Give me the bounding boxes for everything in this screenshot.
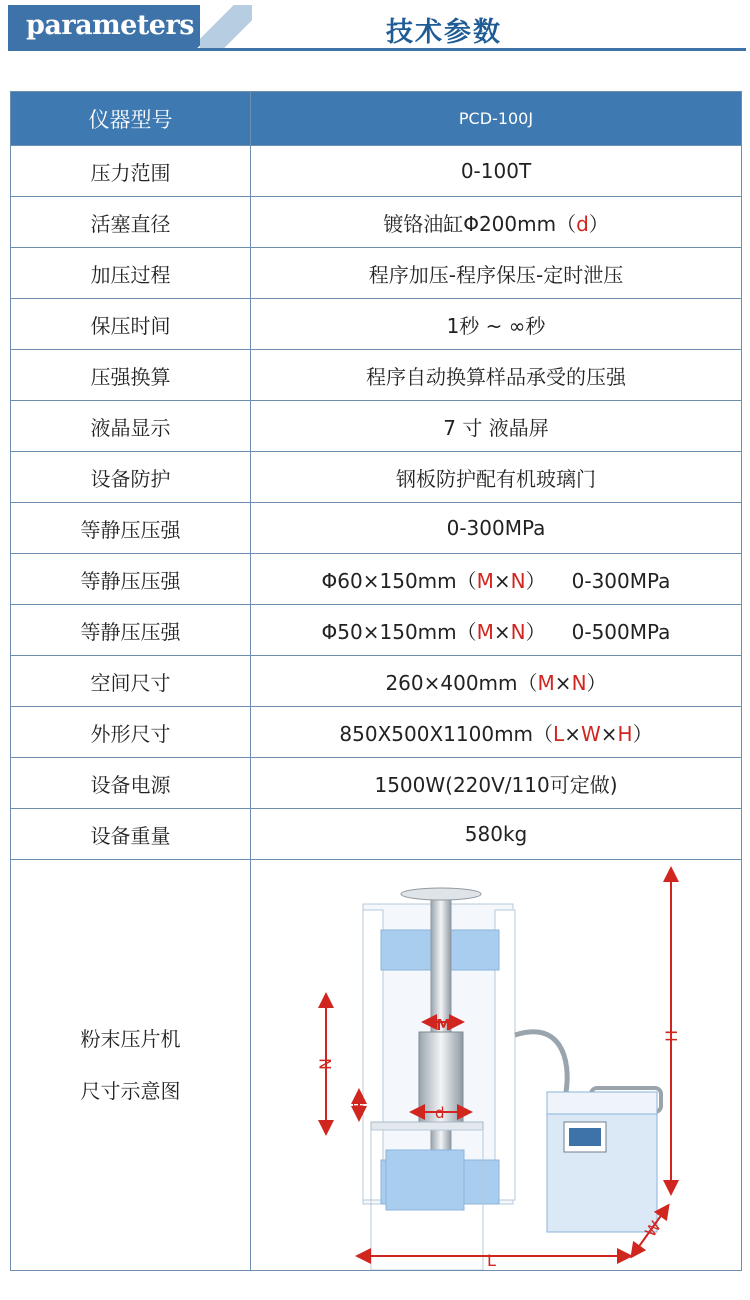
row-value: 580kg	[251, 809, 742, 860]
image-key-line: 尺寸示意图	[80, 1079, 181, 1103]
table-row	[11, 146, 742, 197]
value-red-letter: N	[510, 619, 526, 644]
table-head-row	[11, 92, 742, 146]
press-machine	[363, 888, 567, 1270]
table-row	[11, 350, 742, 401]
value-red-letter: M	[537, 670, 555, 695]
table-row	[11, 707, 742, 758]
row-key: 活塞直径	[11, 197, 251, 248]
table-row	[11, 605, 742, 656]
value-red-letter: d	[576, 211, 589, 236]
value-text: ）	[632, 721, 653, 746]
row-key: 设备重量	[11, 809, 251, 860]
header-underline	[8, 48, 746, 51]
value-text: 850X500X1100mm（	[339, 721, 554, 746]
row-value: 钢板防护配有机玻璃门	[251, 452, 742, 503]
value-red-letter: M	[476, 619, 494, 644]
value-text: ）	[525, 619, 546, 644]
row-value	[251, 197, 742, 248]
value-text: ×	[493, 568, 511, 593]
value-red-letter: L	[553, 721, 565, 746]
row-value: 程序自动换算样品承受的压强	[251, 350, 742, 401]
row-value: 1500W(220V/110可定做)	[251, 758, 742, 809]
row-value: 1秒 ~ ∞秒	[251, 299, 742, 350]
value-red-letter: H	[617, 721, 633, 746]
row-value	[251, 605, 742, 656]
row-key: 等静压压强	[11, 503, 251, 554]
header-stripe	[200, 5, 252, 49]
table-row	[11, 656, 742, 707]
value-text: ×	[493, 619, 511, 644]
row-key: 保压时间	[11, 299, 251, 350]
table-row	[11, 554, 742, 605]
label-d: d	[435, 1104, 445, 1122]
value-text: 0-300MPa	[571, 568, 671, 593]
table-row	[11, 299, 742, 350]
row-value	[251, 707, 742, 758]
row-value: 程序加压-程序保压-定时泄压	[251, 248, 742, 299]
value-text: 0-500MPa	[571, 619, 671, 644]
label-n: N	[316, 1058, 335, 1070]
row-key: 等静压压强	[11, 554, 251, 605]
value-text: ×	[564, 721, 581, 746]
row-key: 设备电源	[11, 758, 251, 809]
table-row	[11, 248, 742, 299]
label-m: M	[436, 1016, 451, 1034]
value-text: Φ60×150mm（	[321, 568, 477, 593]
value-text: ）	[588, 211, 609, 236]
row-value: 0-100T	[251, 146, 742, 197]
value-text: Φ50×150mm（	[321, 619, 477, 644]
table-row	[11, 197, 742, 248]
controller-box	[547, 1088, 661, 1232]
value-red-letter: M	[476, 568, 494, 593]
value-red-letter: N	[510, 568, 526, 593]
row-key: 外形尺寸	[11, 707, 251, 758]
value-red-letter: W	[580, 721, 601, 746]
label-w: W	[641, 1217, 665, 1241]
section-header	[0, 0, 750, 60]
value-text: 260×400mm（	[385, 670, 538, 695]
row-value: 7 寸 液晶屏	[251, 401, 742, 452]
row-value	[251, 656, 742, 707]
table-row	[11, 809, 742, 860]
row-key: 加压过程	[11, 248, 251, 299]
value-text: ）	[525, 568, 546, 593]
label-l: L	[487, 1251, 496, 1270]
head-value: PCD-100J	[251, 92, 742, 146]
value-red-letter: N	[571, 670, 587, 695]
value-text: ）	[586, 670, 607, 695]
row-key: 空间尺寸	[11, 656, 251, 707]
row-key: 液晶显示	[11, 401, 251, 452]
value-text: 镀铬油缸Φ200mm（	[383, 211, 577, 236]
row-value: 0-300MPa	[251, 503, 742, 554]
row-key: 压力范围	[11, 146, 251, 197]
header-cn-title: 技术参数	[386, 17, 502, 48]
value-text: ×	[600, 721, 618, 746]
label-h: H	[662, 1029, 681, 1042]
image-row-key	[11, 860, 251, 1271]
table-row	[11, 401, 742, 452]
table-row	[11, 452, 742, 503]
head-key: 仪器型号	[11, 92, 251, 146]
row-key: 设备防护	[11, 452, 251, 503]
image-key-line: 粉末压片机	[80, 1027, 181, 1051]
table-row	[11, 758, 742, 809]
row-key: 压强换算	[11, 350, 251, 401]
dimension-diagram-cell	[251, 860, 742, 1271]
header-en-title: parameters	[26, 10, 194, 41]
row-key: 等静压压强	[11, 605, 251, 656]
label-t: T	[352, 1102, 367, 1110]
row-value	[251, 554, 742, 605]
spec-table	[10, 91, 742, 1271]
image-row	[11, 860, 742, 1271]
value-text: ×	[554, 670, 572, 695]
table-row	[11, 503, 742, 554]
press-dimension-diagram	[251, 860, 741, 1270]
